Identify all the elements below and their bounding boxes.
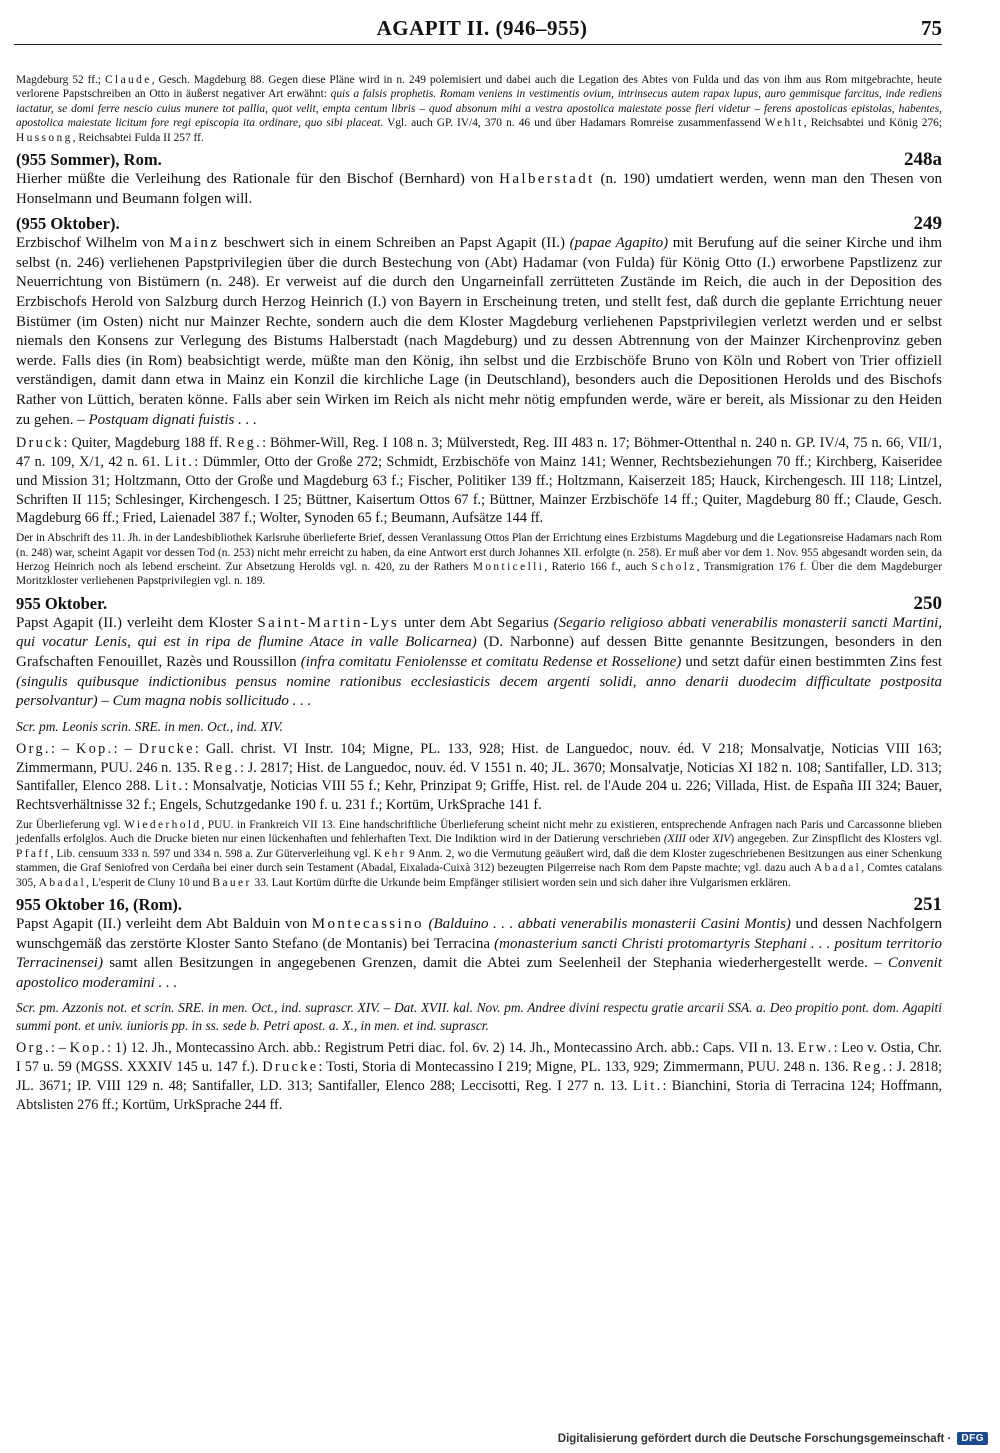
entry-date: 955 Oktober 16, (Rom). <box>16 894 183 914</box>
entry-date: (955 Oktober). <box>16 214 120 234</box>
entry-249 <box>16 214 942 589</box>
entry-250 <box>16 594 942 890</box>
protocol-line: Scr. pm. Leonis scrin. SRE. in men. Oct., ind. XIV. <box>16 718 283 734</box>
protocol-line: Scr. pm. Azzonis not. et scrin. SRE. in men. Oct., ind. suprascr. XIV. – Dat. XVII. kal. Nov. pm. Andree divini respectu gratie arcarii SSA. a. Deo propitio pont. dom. Agapiti summi pont. et univ. iunioris pp. in ss. sede b. Petri apost. a. X., in men. et ind. suprascr. <box>16 1000 942 1034</box>
continuation-note: Magdeburg 52 ff.; Claude, Gesch. Magdeburg 88. Gegen diese Pläne wird in n. 249 polemisiert und dabei auch die Legation des Abtes von Fulda und das von ihm aus Rom mitgebrachte, heute verlorene Papstschreiben an Otto in äußerst negativer Art erwähnt: quis a falsis prophetis. Romam veniens in vestimentis ovium, intrinsecus autem rapax lupus, auro gemmisque farcitus, inde rediens iactatur, se domi ferre nescio cuius munere tot pallia, quot velit, empta centum libris – quod absonum mihi a vestra apostolica maiestate posse fieri videtur – ferens apostolicas epistolas, habentes, apostolica maiestate licitum fore regi episcopia ita ordinare, quo sibi placeat. Vgl. auch GP. IV/4, 370 n. 46 und über Hadamars Romreise zusammenfassend Wehlt, Reichsabtei und König 276; Hussong, Reichsabtei Fulda II 257 ff. <box>16 74 942 144</box>
running-head <box>22 16 942 46</box>
commentary-note: Zur Überlieferung vgl. Wiederhold, PUU. in Frankreich VII 13. Eine handschriftliche Überlieferung scheint nicht mehr zu existieren, entsprechende Anfragen nach Paris und Carcassonne blieben jedenfalls erfolglos. Auch die Drucke bieten nur einen lückenhaften und fehlerhaften Text. Die Indiktion wird in der Datierung verschrieben (XIII oder XIV) angegeben. Zur Zinspflicht des Klosters vgl. Pfaff, Lib. censuum 333 n. 597 und 334 n. 598 a. Zur Güterverleihung vgl. Kehr 9 Anm. 2, wo die Vermutung geäußert wird, daß die dem Kloster zugeschriebenen Besitzungen aus einer Schenkung stammen, die Graf Seniofred von Cerdaña bei einer durch sein Testament (Abadal, Eixalada-Cuixà 312) bezeugten Pilgerreise nach Rom dem Papste machte; vgl. dazu auch Abadal, Comtes catalans 305, Abadal, L'esperit de Cluny 10 und Bauer 33. Laut Kortüm dürfte die Urkunde beim Empfänger stilisiert worden sein und sich daher ihre Vulgarismen erklären. <box>16 818 943 889</box>
entry-heading <box>16 895 942 915</box>
footer <box>558 1432 988 1445</box>
dfg-logo: DFG <box>957 1432 988 1445</box>
regest-text: Hierher müßte die Verleihung des Rationale für den Bischof (Bernhard) von Halberstadt (n. 190) umdatiert werden, wenn man den Thesen von Honselmann und Beumann folgen will. <box>16 171 942 207</box>
regest-text: Papst Agapit (II.) verleiht dem Kloster Saint-Martin-Lys unter dem Abt Segarius (Segario religioso abbati venerabilis monasterii sancti Martini, qui vocatur Lenis, qui est in ripa de flumine Atace in valle Bolicarnea) (D. Narbonne) auf dessen Bitte genannte Besitzungen, besonders in den Grafschaften Fenouillet, Razès und Roussillon (infra comitatu Feniolensse et comitatu Redense et Rosselione) und setzt dafür einen bestimmten Zins fest (singulis quibusque indictionibus pensus nomine rationibus ecclesiasticis decem argenti solidi, anno denarii duodecim difficultate postposita persolvantur) – Cum magna nobis sollicitudo . . . <box>16 614 943 710</box>
entry-248a <box>16 150 942 209</box>
entry-heading <box>16 594 942 614</box>
entry-heading <box>16 214 942 234</box>
entry-251 <box>16 895 942 1115</box>
entry-number: 248a <box>904 149 942 171</box>
regest-text: Papst Agapit (II.) verleiht dem Abt Balduin von Montecassino (Balduino . . . abbati venerabilis monasterii Casini Montis) und dessen Nachfolgern wunschgemäß das zerstörte Kloster Santo Stefano (de Montanis) bei Terracina (monasterium sancti Christi protomartyris Stephani . . . positum territorio Terracinensei) samt allen Besitzungen in angegebenen Grenzen, damit die Abtei zum Seelenheil der Stephania wiederhergestellt werde. – Convenit apostolico moderamini . . . <box>16 915 942 991</box>
bibliography: Org.: – Kop.: 1) 12. Jh., Montecassino Arch. abb.: Registrum Petri diac. fol. 6v. 2) 14. Jh., Montecassino Arch. abb.: Caps. VII n. 13. Erw.: Leo v. Ostia, Chr. I 57 u. 59 (MGSS. XXXIV 145 u. 147 f.). Drucke: Tosti, Storia di Montecassino I 219; Migne, PL. 133, 929; Zimmermann, PUU. 248 n. 136. Reg.: J. 2818; JL. 3671; IP. VIII 129 n. 48; Santifaller, LD. 313; Santifaller, Elenco 288; Leccisotti, Reg. I 277 n. 13. Lit.: Bianchini, Storia di Terracina 124; Hoffmann, Abtslisten 276 ff.; Kortüm, UrkSprache 244 ff. <box>16 1040 943 1113</box>
page-title: AGAPIT II. (946–955) <box>376 16 588 40</box>
entry-date: (955 Sommer), Rom. <box>16 150 162 170</box>
bibliography: Org.: – Kop.: – Drucke: Gall. christ. VI Instr. 104; Migne, PL. 133, 928; Hist. de Languedoc, nouv. éd. V 218; Monsalvatje, Noticias VIII 163; Zimmermann, PUU. 246 n. 135. Reg.: J. 2817; Hist. de Languedoc, nouv. éd. V 1551 n. 40; JL. 3670; Monsalvatje, Noticias XI 182 n. 108; Santifaller, LD. 313; Santifaller, Elenco 288. Lit.: Monsalvatje, Noticias VIII 55 f.; Kehr, Prinzipat 9; Griffe, Hist. rel. de l'Aude 204 u. 226; Villada, Hist. de España III 324; Bauer, Rechtsverhältnisse 32 f.; Engels, Schutzgedanke 190 f. u. 231 f.; Kortüm, UrkSprache 141 f. <box>16 740 942 814</box>
entry-number: 250 <box>913 592 942 614</box>
bibliography: Druck: Quiter, Magdeburg 188 ff. Reg.: Böhmer-Will, Reg. I 108 n. 3; Mülverstedt, Reg. III 483 n. 17; Böhmer-Ottenthal n. 240 n. GP. IV/4, 75 n. 66, VII/1, 47 n. 109, X/1, 42 n. 61. Lit.: Dümmler, Otto der Große 272; Schmidt, Erzbischöfe von Mainz 141; Wenner, Rechtsbeziehungen 70 ff.; Kirchberg, Kaiseridee und Mission 31; Holtzmann, Otto der Große und Magdeburg 63 f.; Fischer, Politiker 139 ff.; Holtzmann, Kaiserzeit 185; Hauck, Kirchengesch. III 118; Lintzel, Schriften II 115; Schlesinger, Kirchengesch. I 25; Büttner, Kaisertum Ottos 67 f.; Büttner, Mainzer Erzbischöfe 14 ff.; Quiter, Magdeburg 80 ff.; Claude, Gesch. Magdeburg 66 ff.; Fried, Laienadel 387 f.; Wolter, Synoden 65 f.; Beumann, Aufsätze 144 ff. <box>16 435 942 527</box>
content-column <box>16 73 942 1117</box>
entry-number: 249 <box>913 213 942 235</box>
entry-date: 955 Oktober. <box>16 593 108 613</box>
entry-heading <box>16 150 942 170</box>
header-rule <box>14 44 942 45</box>
footer-credit: Digitalisierung gefördert durch die Deutsche Forschungsgemeinschaft · <box>557 1432 952 1445</box>
regest-text: Erzbischof Wilhelm von Mainz beschwert sich in einem Schreiben an Papst Agapit (II.) (papae Agapito) mit Berufung auf die seiner Kirche und ihm selbst (n. 246) verliehenen Papstprivilegien über die durch Bestechung von (Abt) Hadamar (von Fulda) für König Otto (I.) erworbene Papstlizenz zur Neuerrichtung von Bistümern (n. 248). Er verweist auf die durch den Ungarneinfall zerrütteten Zustände im Reich, die auch in der Deposition des Erzbischofs Herold von Salzburg durch Herzog Heinrich (I.) von Bayern in Erscheinung treten, und stellt fest, daß durch die geplante Errichtung neuer Bistümer (im Osten) nicht nur Mainzer Rechte, sondern auch die dem Kloster Magdeburg verliehenen Papstprivilegien verletzt werden und er selbst niemals den Konsens zur Verlegung des Bistums Halberstadt (nach Magdeburg) und zu dessen Abtrennung von der Mainzer Kirchenprovinz geben werde. Falls dies (in Rom) beabsichtigt werde, müßte man den König, ihn selbst und die Erzbischöfe Bruno von Köln und Robert von Trier offiziell verständigen, damit dann etwa in Mainz ein Konzil die kirchliche Lage (in Deutschland), besonders auch die Depositionen Herolds und des Bischofs Rather von Lüttich, beraten könne. Falls aber sein Wirken im Reich als nicht mehr nötig empfunden werde, wäre er bereit, als Missionar zu den Heiden zu gehen. – Postquam dignati fuistis . . . <box>16 235 942 428</box>
commentary-note: Der in Abschrift des 11. Jh. in der Landesbibliothek Karlsruhe überlieferte Brief, dessen Veranlassung Ottos Plan der Errichtung eines Erzbistums Magdeburg und die Legationsreise Hadamars nach Rom (n. 248) war, scheint Agapit vor dessen Tod (n. 253) nicht mehr erreicht zu haben, da eine Antwort erst durch Johannes XII. erfolgte (n. 258). Er muß aber vor dem 1. Nov. 955 abgesandt worden sein, da Herzog Heinrich noch als lebend erscheint. Zur Absetzung Herolds vgl. n. 420, zu der Rathers Monticelli, Raterio 166 f., auch Scholz, Transmigration 176 f. Über die dem Magdeburger Moritzkloster verliehenen Papstprivilegien vgl. n. 189. <box>16 532 942 588</box>
entry-number: 251 <box>913 893 942 915</box>
page-number: 75 <box>921 16 942 40</box>
